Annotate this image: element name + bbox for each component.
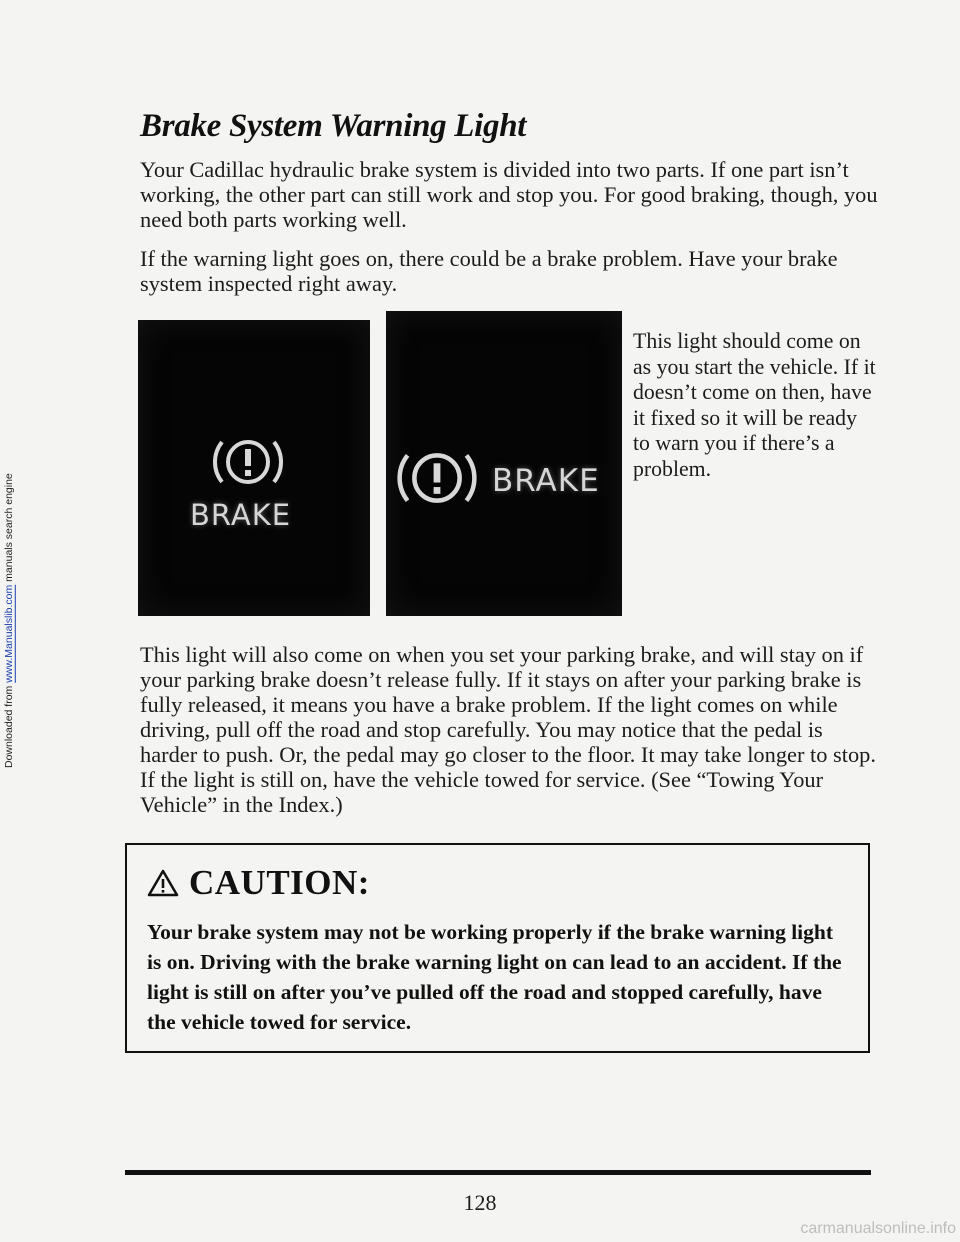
brake-label-stacked: BRAKE xyxy=(190,498,292,532)
footer-divider xyxy=(125,1170,871,1175)
download-suffix: manuals search engine xyxy=(3,473,15,583)
caution-heading xyxy=(147,863,370,903)
page-title: Brake System Warning Light xyxy=(140,108,527,144)
parking-brake-paragraph: This light will also come on when you set your parking brake, and will stay on if your parking brake doesn’t release fully. If it stays on after your parking brake is fully released, it means you have a brake problem. If the light comes on while driving, pull off the road and stop carefully. You may notice that the pedal is harder to push. Or, the pedal may go closer to the floor. It may take longer to stop. If the light is still on, have the vehicle towed for service. (See “Towing Your Vehicle” in the Index.) xyxy=(140,642,876,817)
download-source-note xyxy=(2,0,16,1242)
caution-box xyxy=(125,843,870,1053)
page-number: 128 xyxy=(463,1190,497,1215)
download-prefix: Downloaded from xyxy=(3,686,15,769)
warning-triangle-icon xyxy=(147,869,179,897)
caution-text: Your brake system may not be working properly if the brake warning light is on. Driving with the brake warning light on can lead to an accident. If the light is still on after you’ve pulled off the road and stopped carefully, have the vehicle towed for service. xyxy=(147,920,842,1034)
watermark: carmanualsonline.info xyxy=(800,1220,956,1237)
start-paragraph: This light should come on as you start the vehicle. If it doesn’t come on then, have it fixed so it will be ready to warn you if there’s a problem. xyxy=(633,329,876,481)
brake-indicator-stacked xyxy=(138,320,370,616)
brake-indicator-inline xyxy=(386,311,622,616)
manualslib-link[interactable]: www.Manualslib.com xyxy=(3,585,15,684)
caution-title: CAUTION: xyxy=(189,863,370,902)
brake-warning-icon xyxy=(210,424,286,500)
warning-paragraph: If the warning light goes on, there could be a brake problem. Have your brake system inspected right away. xyxy=(140,246,838,296)
intro-paragraph: Your Cadillac hydraulic brake system is divided into two parts. If one part isn’t working, the other part can still work and stop you. For good braking, though, you need both parts working well. xyxy=(140,157,878,232)
brake-warning-icon xyxy=(394,435,480,521)
brake-label-inline: BRAKE xyxy=(492,463,600,499)
